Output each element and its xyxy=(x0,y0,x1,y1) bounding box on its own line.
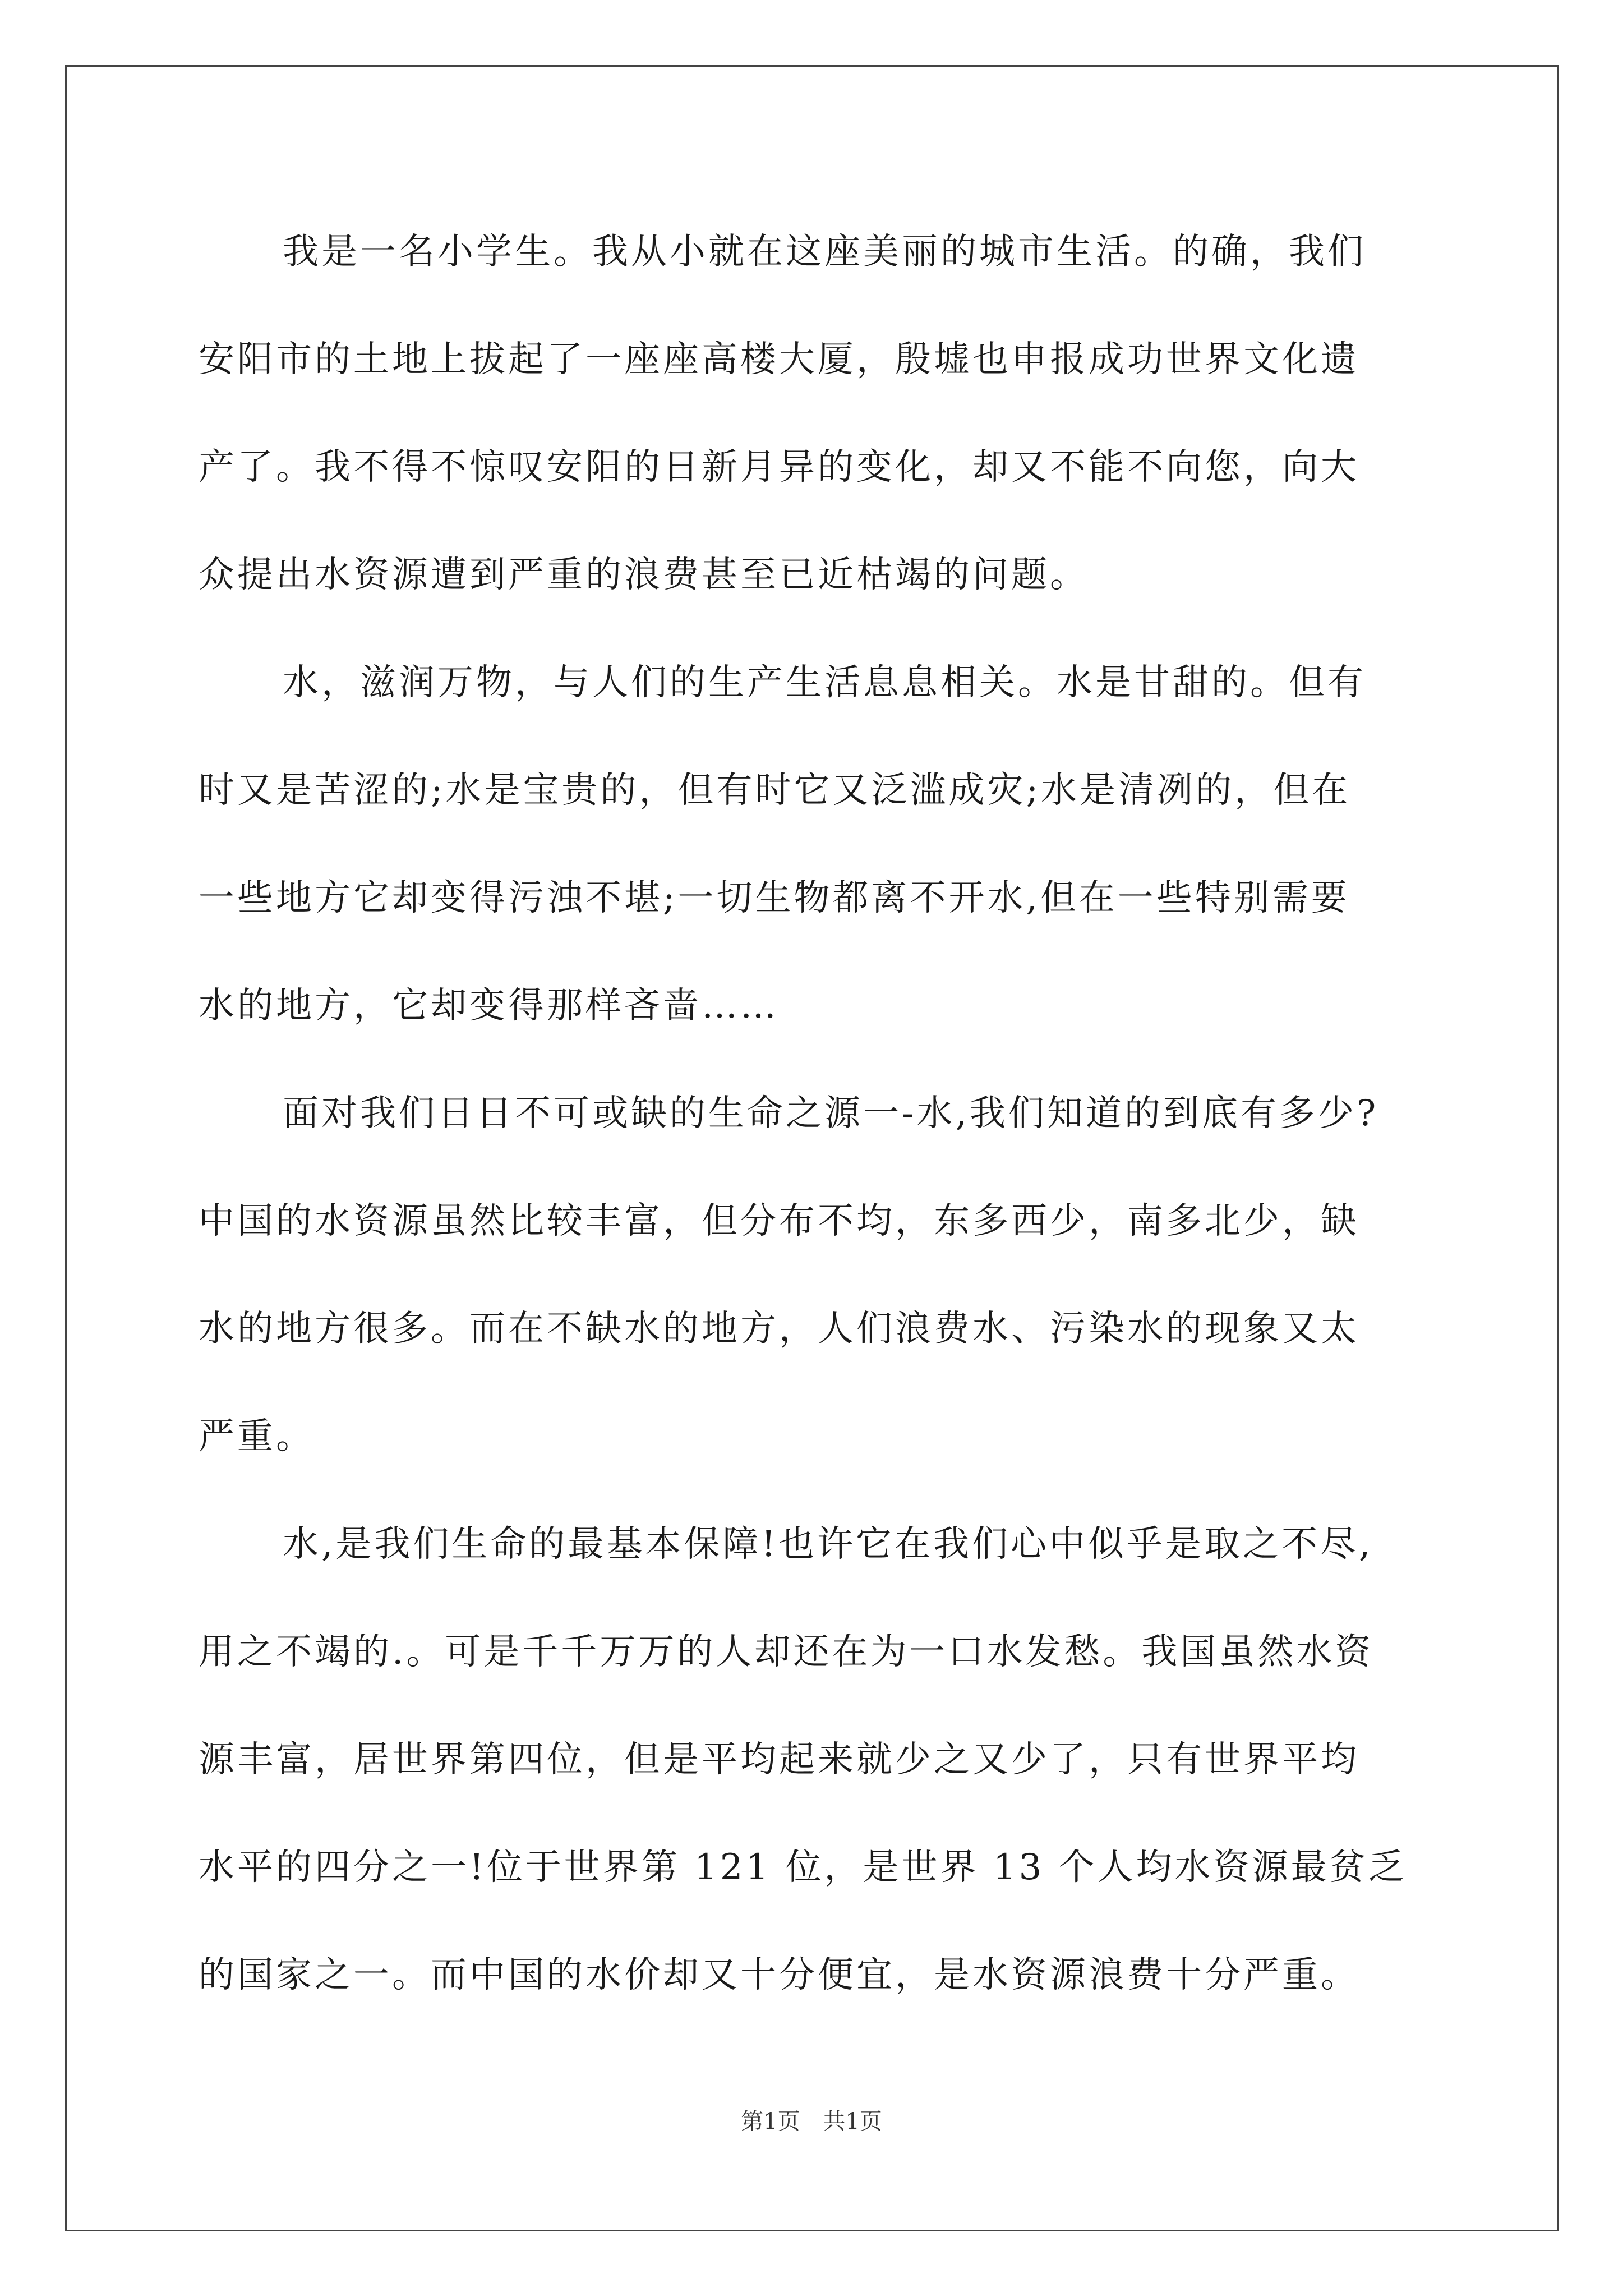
text-line: 水，滋润万物，与人们的生产生活息息相关。水是甘甜的。但有 xyxy=(283,662,1366,703)
page-number-total: 共1页 xyxy=(823,2109,882,2134)
paragraph-3 xyxy=(199,1060,1432,1490)
text-line: 一些地方它却变得污浊不堪;一切生物都离不开水,但在一些特别需要 xyxy=(199,877,1350,919)
text-line: 安阳市的土地上拔起了一座座高楼大厦，殷墟也申报成功世界文化遗 xyxy=(199,339,1359,380)
paragraph-4 xyxy=(199,1490,1432,2029)
text-line: 众提出水资源遭到严重的浪费甚至已近枯竭的问题。 xyxy=(199,554,1089,596)
paragraph-2 xyxy=(199,629,1432,1060)
text-line: 产了。我不得不惊叹安阳的日新月异的变化，却又不能不向您，向大 xyxy=(199,447,1359,488)
text-line: 水的地方，它却变得那样吝啬…… xyxy=(199,985,779,1027)
text-line: 水,是我们生命的最基本保障!也许它在我们心中似乎是取之不尽, xyxy=(283,1524,1373,1565)
text-line: 严重。 xyxy=(199,1416,315,1457)
text-line: 时又是苦涩的;水是宝贵的，但有时它又泛滥成灾;水是清冽的，但在 xyxy=(199,770,1351,811)
text-line: 水的地方很多。而在不缺水的地方，人们浪费水、污染水的现象又太 xyxy=(199,1308,1359,1350)
page-number-current: 第1页 xyxy=(741,2109,800,2134)
text-line: 水平的四分之一!位于世界第 121 位，是世界 13 个人均水资源最贫乏 xyxy=(199,1847,1407,1888)
text-line: 源丰富，居世界第四位，但是平均起来就少之又少了，只有世界平均 xyxy=(199,1739,1359,1780)
text-line: 中国的水资源虽然比较丰富，但分布不均，东多西少，南多北少，缺 xyxy=(199,1200,1359,1242)
document-body xyxy=(199,198,1432,2029)
text-line: 面对我们日日不可或缺的生命之源一-水,我们知道的到底有多少? xyxy=(283,1093,1379,1134)
text-line: 的国家之一。而中国的水价却又十分便宜，是水资源浪费十分严重。 xyxy=(199,1954,1359,1996)
text-line: 用之不竭的.。可是千千万万的人却还在为一口水发愁。我国虽然水资 xyxy=(199,1631,1374,1673)
paragraph-1 xyxy=(199,198,1432,629)
text-line: 我是一名小学生。我从小就在这座美丽的城市生活。的确，我们 xyxy=(283,231,1366,273)
page-footer xyxy=(0,2104,1623,2136)
